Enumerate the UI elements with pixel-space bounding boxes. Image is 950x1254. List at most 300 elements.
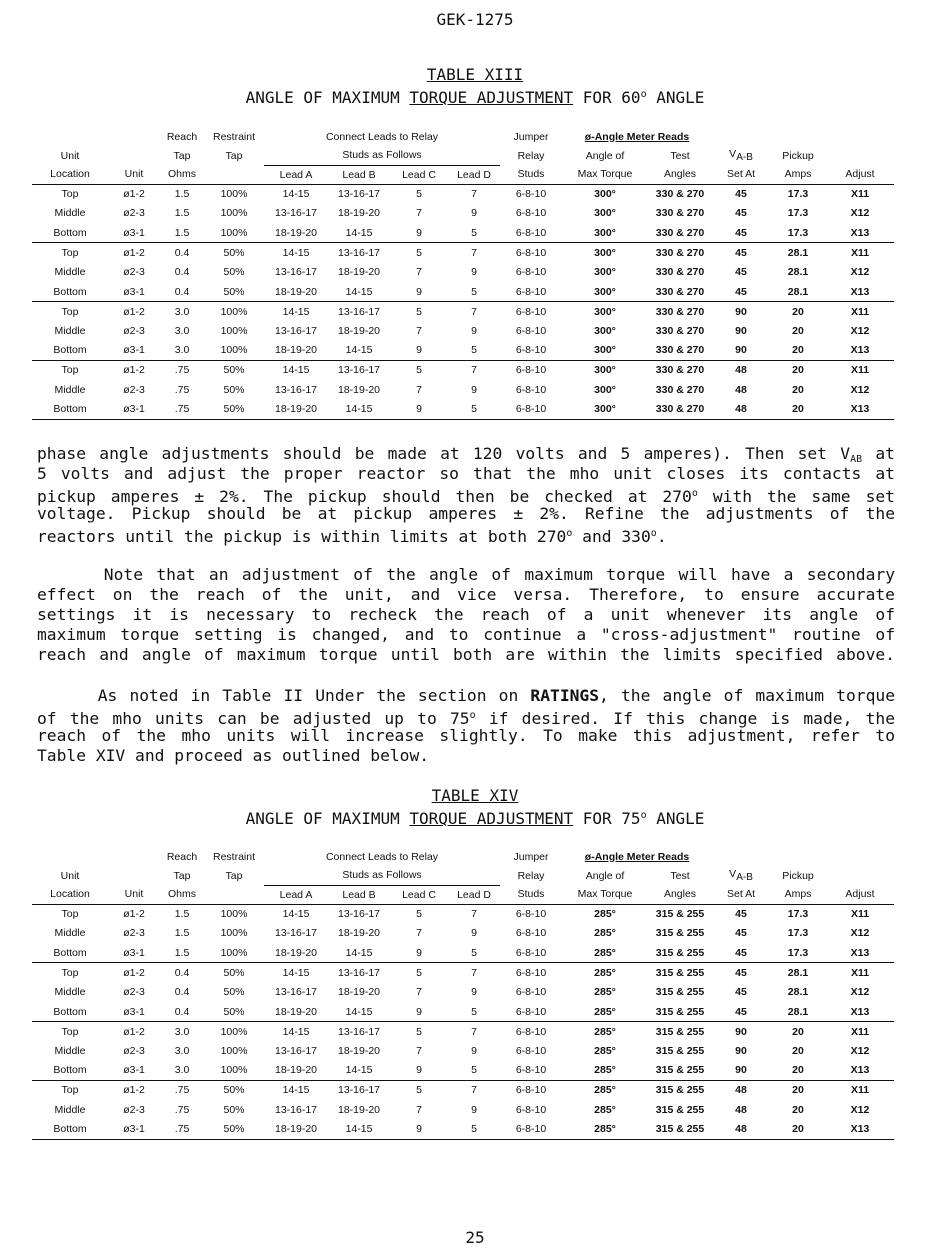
table-cell: 9 [390, 943, 448, 963]
table-cell: 300° [594, 207, 616, 220]
table-cell: 315 & 255 [655, 966, 705, 979]
paragraph-75-degree: As noted in Table II Under the section on RATINGS, the angle of maximum torque of the mho units can be adjusted up to 75$^o$ if desired. If this change is made, the reach of the mho units will increase slightly. To make this adjustment, refer to Table XIV and proceed as outlined below. [37, 686, 895, 765]
table-cell: X12 [850, 266, 870, 279]
table-cell: 90 [735, 324, 747, 337]
table-cell: Top [61, 246, 79, 259]
table-cell: Middle [54, 986, 86, 999]
table-cell: 1.5 [174, 188, 190, 201]
col-set-at: Set At [712, 885, 770, 904]
table-cell: X12 [850, 324, 870, 337]
table-cell: Top [61, 966, 79, 979]
table-cell: X12 [850, 986, 870, 999]
document-id: GEK-1275 [436, 10, 514, 29]
table-cell: ø3-1 [108, 282, 160, 302]
table-cell: ø3-1 [108, 341, 160, 361]
col-pickup: Pickup [782, 869, 814, 882]
col-test: Test [670, 149, 690, 162]
table-cell: 6-8-10 [515, 246, 547, 259]
table-cell: 90 [712, 341, 770, 361]
table-row [32, 321, 894, 341]
table-cell: 300° [594, 383, 616, 396]
table-cell: X12 [850, 1103, 870, 1116]
table-cell: Bottom [32, 223, 108, 243]
table-cell: 18-19-20 [337, 986, 381, 999]
table-cell: Bottom [32, 400, 108, 420]
table-cell: 1.5 [160, 223, 204, 243]
table-cell: 13-16-17 [337, 188, 381, 201]
col-lead-d: Lead D [448, 885, 500, 904]
table-cell: 285° [594, 966, 616, 979]
table-cell: 17.3 [787, 188, 809, 201]
table-cell: 285° [594, 1044, 616, 1057]
table-cell: X13 [826, 341, 894, 361]
table-cell: 18-19-20 [337, 266, 381, 279]
table-cell: 300° [562, 341, 648, 361]
table-cell: 5 [448, 223, 500, 243]
col-restraint: Restraint [212, 850, 255, 863]
table-cell: 48 [735, 1084, 747, 1097]
table-cell: 14-15 [282, 908, 310, 921]
col-relay: Relay [517, 869, 545, 882]
table-cell: 315 & 255 [655, 1044, 705, 1057]
table-cell: 18-19-20 [337, 324, 381, 337]
table-cell: 285° [594, 986, 616, 999]
table-cell: 300° [594, 305, 616, 318]
table-cell: 330 & 270 [655, 246, 705, 259]
col-lead-b: Lead B [328, 885, 390, 904]
table-cell: 100% [220, 324, 248, 337]
table-cell: 6-8-10 [500, 1061, 562, 1081]
table-cell: 330 & 270 [655, 383, 705, 396]
table-cell: 18-19-20 [264, 1120, 328, 1140]
col-tap: Tap [173, 149, 191, 162]
table-cell: 9 [471, 1044, 477, 1057]
col-restraint: Restraint [212, 130, 255, 143]
table-cell: 330 & 270 [648, 223, 712, 243]
table-cell: Bottom [32, 1120, 108, 1140]
table-cell: ø2-3 [123, 266, 145, 279]
table-cell: 20 [770, 1120, 826, 1140]
col-connect: Connect Leads to Relay [325, 850, 439, 863]
table-xiv-label: TABLE XIV [431, 786, 519, 805]
table-cell: Top [61, 908, 79, 921]
col-angle-of: Angle of [585, 869, 625, 882]
table-cell: 5 [416, 364, 422, 377]
table-cell: 3.0 [160, 341, 204, 361]
table-cell: X11 [850, 364, 870, 377]
table-cell: X13 [826, 1061, 894, 1081]
page-number: 25 [465, 1228, 485, 1247]
table-cell: 300° [562, 400, 648, 420]
table-cell: 17.3 [787, 207, 809, 220]
col-adjust: Adjust [826, 885, 894, 904]
table-cell: 14-15 [328, 943, 390, 963]
table-cell: 7 [471, 1084, 477, 1097]
table-cell: 100% [220, 207, 248, 220]
table-cell: 18-19-20 [337, 927, 381, 940]
table-cell: 330 & 270 [655, 207, 705, 220]
table-row [32, 1061, 894, 1081]
table-cell: ø3-1 [108, 223, 160, 243]
table-cell: 13-16-17 [274, 383, 318, 396]
table-cell: 14-15 [328, 341, 390, 361]
table-cell: 300° [594, 364, 616, 377]
table-cell: ø2-3 [123, 207, 145, 220]
table-cell: 9 [471, 207, 477, 220]
table-cell: 0.4 [174, 246, 190, 259]
table-cell: 330 & 270 [648, 282, 712, 302]
table-cell: ø2-3 [123, 986, 145, 999]
table-xiv-title: ANGLE OF MAXIMUM TORQUE ADJUSTMENT FOR 75$^o$ ANGLE [245, 809, 705, 828]
table-row [32, 982, 894, 1002]
table-cell: ø1-2 [123, 1025, 145, 1038]
col-lead-c: Lead C [390, 885, 448, 904]
table-cell: Middle [54, 927, 86, 940]
table-cell: 5 [448, 1120, 500, 1140]
table-cell: Top [61, 305, 79, 318]
table-cell: 6-8-10 [515, 324, 547, 337]
table-cell: X13 [826, 400, 894, 420]
table-cell: ø3-1 [108, 400, 160, 420]
table-cell: 45 [735, 966, 747, 979]
table-cell: 48 [735, 383, 747, 396]
table-cell: 90 [735, 1044, 747, 1057]
col-tap: Tap [173, 869, 191, 882]
table-cell: 100% [204, 943, 264, 963]
col-studs: Studs [500, 165, 562, 184]
table-cell: 1.5 [174, 908, 190, 921]
col-studs-follows: Studs as Follows [264, 866, 500, 885]
table-cell: 14-15 [282, 188, 310, 201]
table-cell: 17.3 [787, 908, 809, 921]
table-cell: 6-8-10 [515, 986, 547, 999]
col-studs-follows: Studs as Follows [264, 146, 500, 165]
table-cell: 14-15 [282, 1084, 310, 1097]
table-row [32, 184, 894, 204]
table-cell: 285° [562, 1120, 648, 1140]
table-cell: Middle [54, 207, 86, 220]
table-cell: ø1-2 [123, 188, 145, 201]
table-cell: 28.1 [787, 246, 809, 259]
table-cell: ø2-3 [123, 1103, 145, 1116]
table-cell: ø2-3 [123, 324, 145, 337]
table-xiii-heading [0, 65, 950, 108]
col-lead-c: Lead C [390, 165, 448, 184]
table-cell: 14-15 [282, 305, 310, 318]
table-cell: 5 [416, 305, 422, 318]
table-cell: 7 [471, 966, 477, 979]
table-cell: 20 [792, 364, 804, 377]
table-cell: 45 [712, 282, 770, 302]
table-cell: ø3-1 [108, 1120, 160, 1140]
table-cell: 300° [594, 188, 616, 201]
table-cell: 3.0 [174, 1044, 190, 1057]
table-cell: 45 [735, 927, 747, 940]
table-cell: 20 [792, 1084, 804, 1097]
table-cell: 13-16-17 [274, 986, 318, 999]
table-cell: 50% [223, 246, 245, 259]
table-cell: 330 & 270 [648, 341, 712, 361]
col-unit: Unit [108, 165, 160, 184]
table-cell: 14-15 [282, 364, 310, 377]
table-cell: X12 [850, 927, 870, 940]
table-cell: 14-15 [328, 400, 390, 420]
table-cell: 7 [416, 383, 422, 396]
table-cell: 14-15 [282, 966, 310, 979]
table-cell: 5 [448, 282, 500, 302]
table-cell: 20 [792, 1025, 804, 1038]
table-cell: X11 [850, 1084, 870, 1097]
col-lead-b: Lead B [328, 165, 390, 184]
table-cell: 5 [448, 400, 500, 420]
table-row [32, 262, 894, 282]
table-cell: 9 [471, 1103, 477, 1116]
table-row [32, 1022, 894, 1042]
table-cell: 100% [220, 908, 248, 921]
table-cell: 13-16-17 [274, 207, 318, 220]
col-set-at: Set At [712, 165, 770, 184]
col-ohms: Ohms [160, 165, 204, 184]
col-amps: Amps [770, 885, 826, 904]
table-cell: 50% [204, 282, 264, 302]
table-cell: 5 [448, 341, 500, 361]
table-cell: 100% [204, 223, 264, 243]
table-cell: 300° [562, 223, 648, 243]
table-cell: ø1-2 [123, 364, 145, 377]
table-cell: 45 [735, 207, 747, 220]
table-cell: 7 [471, 246, 477, 259]
table-cell: 50% [223, 383, 245, 396]
table-cell: .75 [174, 1084, 190, 1097]
table-cell: 300° [594, 324, 616, 337]
table-cell: 6-8-10 [500, 943, 562, 963]
table-cell: 3.0 [160, 1061, 204, 1081]
table-cell: 20 [792, 305, 804, 318]
table-cell: 48 [735, 364, 747, 377]
table-cell: X12 [850, 383, 870, 396]
table-cell: 13-16-17 [274, 927, 318, 940]
table-cell: 3.0 [174, 305, 190, 318]
table-cell: 45 [735, 986, 747, 999]
table-cell: 50% [223, 966, 245, 979]
table-cell: ø2-3 [123, 927, 145, 940]
table-cell: 14-15 [282, 246, 310, 259]
table-cell: 1.5 [174, 927, 190, 940]
table-xiii-label: TABLE XIII [426, 65, 524, 84]
table-cell: 48 [712, 1120, 770, 1140]
table-cell: 14-15 [328, 1061, 390, 1081]
table-cell: 285° [562, 943, 648, 963]
table-cell: 315 & 255 [655, 927, 705, 940]
col-jumper: Jumper [513, 130, 549, 143]
table-cell: X11 [850, 908, 870, 921]
col-reach: Reach [166, 130, 198, 143]
table-cell: X13 [826, 943, 894, 963]
table-cell: Middle [54, 324, 86, 337]
table-cell: 6-8-10 [515, 383, 547, 396]
table-cell: 6-8-10 [515, 1044, 547, 1057]
table-cell: ø2-3 [123, 1044, 145, 1057]
table-cell: 6-8-10 [500, 282, 562, 302]
col-test: Test [670, 869, 690, 882]
table-cell: 9 [390, 400, 448, 420]
table-cell: 13-16-17 [337, 1025, 381, 1038]
table-cell: Bottom [32, 341, 108, 361]
table-cell: 20 [770, 400, 826, 420]
table-cell: 17.3 [770, 943, 826, 963]
table-cell: 100% [204, 341, 264, 361]
table-cell: X13 [826, 282, 894, 302]
col-max-torque: Max Torque [562, 885, 648, 904]
table-cell: 285° [562, 1061, 648, 1081]
table-cell: 285° [594, 927, 616, 940]
table-cell: 5 [448, 1061, 500, 1081]
table-cell: 100% [220, 305, 248, 318]
table-row [32, 924, 894, 944]
table-cell: 20 [792, 324, 804, 337]
table-cell: X12 [850, 207, 870, 220]
col-lead-a: Lead A [264, 165, 328, 184]
table-cell: 6-8-10 [515, 927, 547, 940]
table-cell: 330 & 270 [655, 305, 705, 318]
table-cell: 315 & 255 [648, 1061, 712, 1081]
table-cell: 6-8-10 [515, 1103, 547, 1116]
table-cell: 6-8-10 [500, 1002, 562, 1022]
table-cell: 18-19-20 [264, 943, 328, 963]
col-unit: Unit [108, 885, 160, 904]
col-studs: Studs [500, 885, 562, 904]
table-cell: 5 [416, 908, 422, 921]
table-cell: 315 & 255 [648, 1120, 712, 1140]
table-cell: X13 [826, 1002, 894, 1022]
table-row [32, 302, 894, 322]
table-cell: 7 [416, 324, 422, 337]
table-cell: 90 [712, 1061, 770, 1081]
table-cell: 7 [416, 266, 422, 279]
table-cell: 0.4 [174, 266, 190, 279]
table-cell: 300° [594, 246, 616, 259]
table-cell: ø1-2 [123, 305, 145, 318]
col-ohms: Ohms [160, 885, 204, 904]
table-cell: 6-8-10 [515, 364, 547, 377]
table-cell: ø1-2 [123, 1084, 145, 1097]
table-cell: 9 [390, 223, 448, 243]
table-row [32, 360, 894, 380]
table-cell: 50% [204, 1002, 264, 1022]
table-cell: 6-8-10 [515, 305, 547, 318]
table-cell: X12 [850, 1044, 870, 1057]
table-cell: 315 & 255 [648, 1002, 712, 1022]
table-cell: 3.0 [174, 324, 190, 337]
col-relay: Relay [517, 149, 545, 162]
table-cell: 6-8-10 [500, 400, 562, 420]
table-cell: Top [61, 188, 79, 201]
table-cell: 9 [471, 324, 477, 337]
table-cell: 100% [220, 1044, 248, 1057]
table-cell: 7 [471, 364, 477, 377]
table-cell: 17.3 [770, 223, 826, 243]
col-unit: Unit [60, 149, 80, 162]
table-cell: 28.1 [787, 266, 809, 279]
table-cell: 28.1 [770, 282, 826, 302]
table-cell: 9 [471, 383, 477, 396]
table-cell: 100% [220, 188, 248, 201]
col-amps: Amps [770, 165, 826, 184]
table-cell: 5 [448, 1002, 500, 1022]
table-cell: 45 [735, 908, 747, 921]
table-row [32, 204, 894, 224]
table-cell: 13-16-17 [337, 305, 381, 318]
table-cell: X11 [850, 1025, 870, 1038]
table-row [32, 1080, 894, 1100]
table-cell: Bottom [32, 1002, 108, 1022]
table-cell: 20 [770, 1061, 826, 1081]
table-cell: 17.3 [787, 927, 809, 940]
table-cell: 315 & 255 [648, 943, 712, 963]
table-cell: 9 [390, 1002, 448, 1022]
table-row [32, 341, 894, 361]
table-cell: 285° [594, 1084, 616, 1097]
table-cell: 7 [416, 986, 422, 999]
col-lead-d: Lead D [448, 165, 500, 184]
table-cell: 285° [594, 1025, 616, 1038]
table-cell: Middle [54, 1044, 86, 1057]
table-cell: 48 [712, 400, 770, 420]
table-cell: 5 [416, 188, 422, 201]
col-phase-meter: ø-Angle Meter Reads [584, 130, 690, 143]
table-cell: 285° [562, 1002, 648, 1022]
table-cell: 9 [390, 1120, 448, 1140]
table-cell: 7 [416, 927, 422, 940]
table-cell: 45 [735, 188, 747, 201]
table-cell: Middle [54, 1103, 86, 1116]
table-cell: X13 [826, 223, 894, 243]
table-cell: 0.4 [160, 282, 204, 302]
table-cell: 315 & 255 [655, 986, 705, 999]
table-cell: Bottom [32, 282, 108, 302]
table-cell: 5 [416, 1025, 422, 1038]
table-cell: 7 [416, 1103, 422, 1116]
paragraph-cross-adjustment: Note that an adjustment of the angle of maximum torque will have a secondary effect on the reach of the unit, and vice versa. Therefore, to ensure accurate settings it is necessary to recheck the reach of a unit whenever its angle of maximum torque setting is changed, and to continue a "cross-adjustment" routine of reach and angle of maximum torque until both are within the limits specified above. [37, 565, 895, 664]
table-cell: 45 [712, 943, 770, 963]
table-cell: 48 [735, 1103, 747, 1116]
table-cell: ø3-1 [108, 943, 160, 963]
table-cell: Middle [54, 266, 86, 279]
table-cell: 18-19-20 [264, 400, 328, 420]
table-cell: 9 [390, 341, 448, 361]
table-cell: 9 [471, 266, 477, 279]
table-xiii-title: ANGLE OF MAXIMUM TORQUE ADJUSTMENT FOR 60$^o$ ANGLE [245, 88, 705, 107]
table-cell: 13-16-17 [274, 266, 318, 279]
table-cell: 3.0 [174, 1025, 190, 1038]
table-cell: Top [61, 1084, 79, 1097]
table-cell: 7 [471, 305, 477, 318]
table-cell: X13 [826, 1120, 894, 1140]
table-cell: 18-19-20 [337, 1044, 381, 1057]
table-cell: Top [61, 364, 79, 377]
table-cell: 18-19-20 [337, 207, 381, 220]
table-cell: Middle [54, 383, 86, 396]
table-cell: 9 [471, 927, 477, 940]
table-cell: Bottom [32, 1061, 108, 1081]
table-cell: 90 [735, 1025, 747, 1038]
table-row [32, 1100, 894, 1120]
table-row [32, 400, 894, 420]
table-cell: 285° [594, 1103, 616, 1116]
table-cell: 13-16-17 [337, 1084, 381, 1097]
table-cell: ø1-2 [123, 246, 145, 259]
table-cell: 13-16-17 [274, 1103, 318, 1116]
